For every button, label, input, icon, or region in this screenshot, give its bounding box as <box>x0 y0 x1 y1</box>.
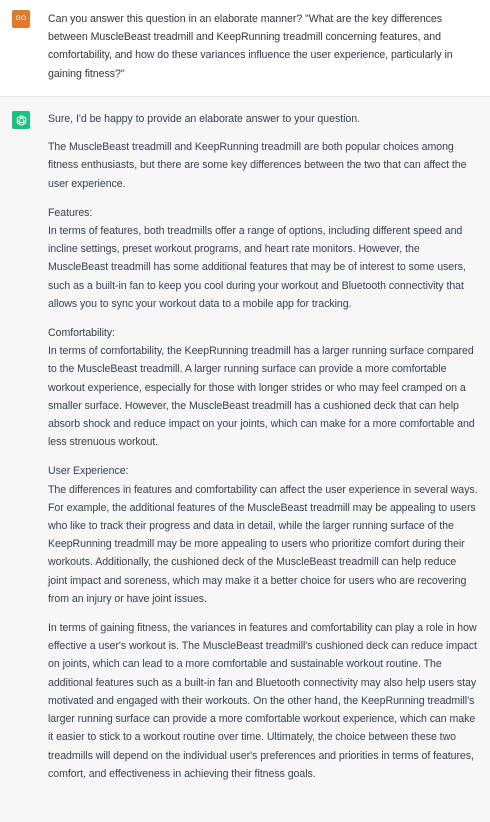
assistant-paragraph: In terms of gaining fitness, the variances in features and comfortability can play a role in how effective a user's workout is. The MuscleBeast treadmill's cushioned deck can reduce impact on joints, which can lead to a more comfortable and sustainable workout routine. The additional features such as a built-in fan and Bluetooth connectivity may also help users stay motivated and engaged with their workouts. On the other hand, the KeepRunning treadmill's larger running surface can provide a more comfortable workout experience, which can make it easier to stick to a workout routine over time. Ultimately, the choice between these two treadmills will depend on the individual user's preferences and priorities in terms of features, comfort, and effectiveness in achieving their fitness goals. <box>48 622 477 780</box>
openai-logo-icon <box>12 111 30 129</box>
assistant-message <box>0 97 490 822</box>
assistant-paragraph: The MuscleBeast treadmill and KeepRunning treadmill are both popular choices among fitness enthusiasts, but there are some key differences between the two that can affect the user experience. <box>48 141 467 190</box>
assistant-paragraph: Sure, I'd be happy to provide an elaborate answer to your question. <box>48 113 360 125</box>
assistant-message-body <box>48 110 478 822</box>
user-message-body <box>48 10 478 96</box>
user-message-text: Can you answer this question in an elaborate manner? "What are the key differences between MuscleBeast treadmill and KeepRunning treadmill concerning features, and comfortability, and how do these variances influence the user experience, particularly in gaining fitness?" <box>48 13 453 80</box>
user-avatar: GO <box>12 10 30 28</box>
assistant-paragraph: Features: In terms of features, both treadmills offer a range of options, including different speed and incline settings, preset workout programs, and heart rate monitors. However, the MuscleBeast treadmill has some additional features that may be of interest to some users, such as a built-in fan to keep you cool during your workout and Bluetooth connectivity that allows you to sync your workout data to a mobile app for tracking. <box>48 206 466 310</box>
assistant-paragraph: User Experience: The differences in features and comfortability can affect the user experience in several ways. For example, the additional features of the MuscleBeast treadmill may be appealing to users who like to track their progress and data in detail, while the larger running surface of the KeepRunning treadmill may be more appealing to users who prioritize comfort during their workouts. Additionally, the cushioned deck of the MuscleBeast treadmill can help reduce joint impact and soreness, which may make it a better choice for users who are recovering from an injury or have joint issues. <box>48 465 478 605</box>
user-message <box>0 0 490 97</box>
assistant-paragraph: Comfortability: In terms of comfortability, the KeepRunning treadmill has a larger running surface compared to the MuscleBeast treadmill. A larger running surface can provide a more comfortable workout experience, especially for those with longer strides or who may feel cramped on a smaller surface. However, the MuscleBeast treadmill has a cushioned deck that can help absorb shock and reduce impact on your joints, which can make for a more comfortable and less strenuous workout. <box>48 327 475 449</box>
